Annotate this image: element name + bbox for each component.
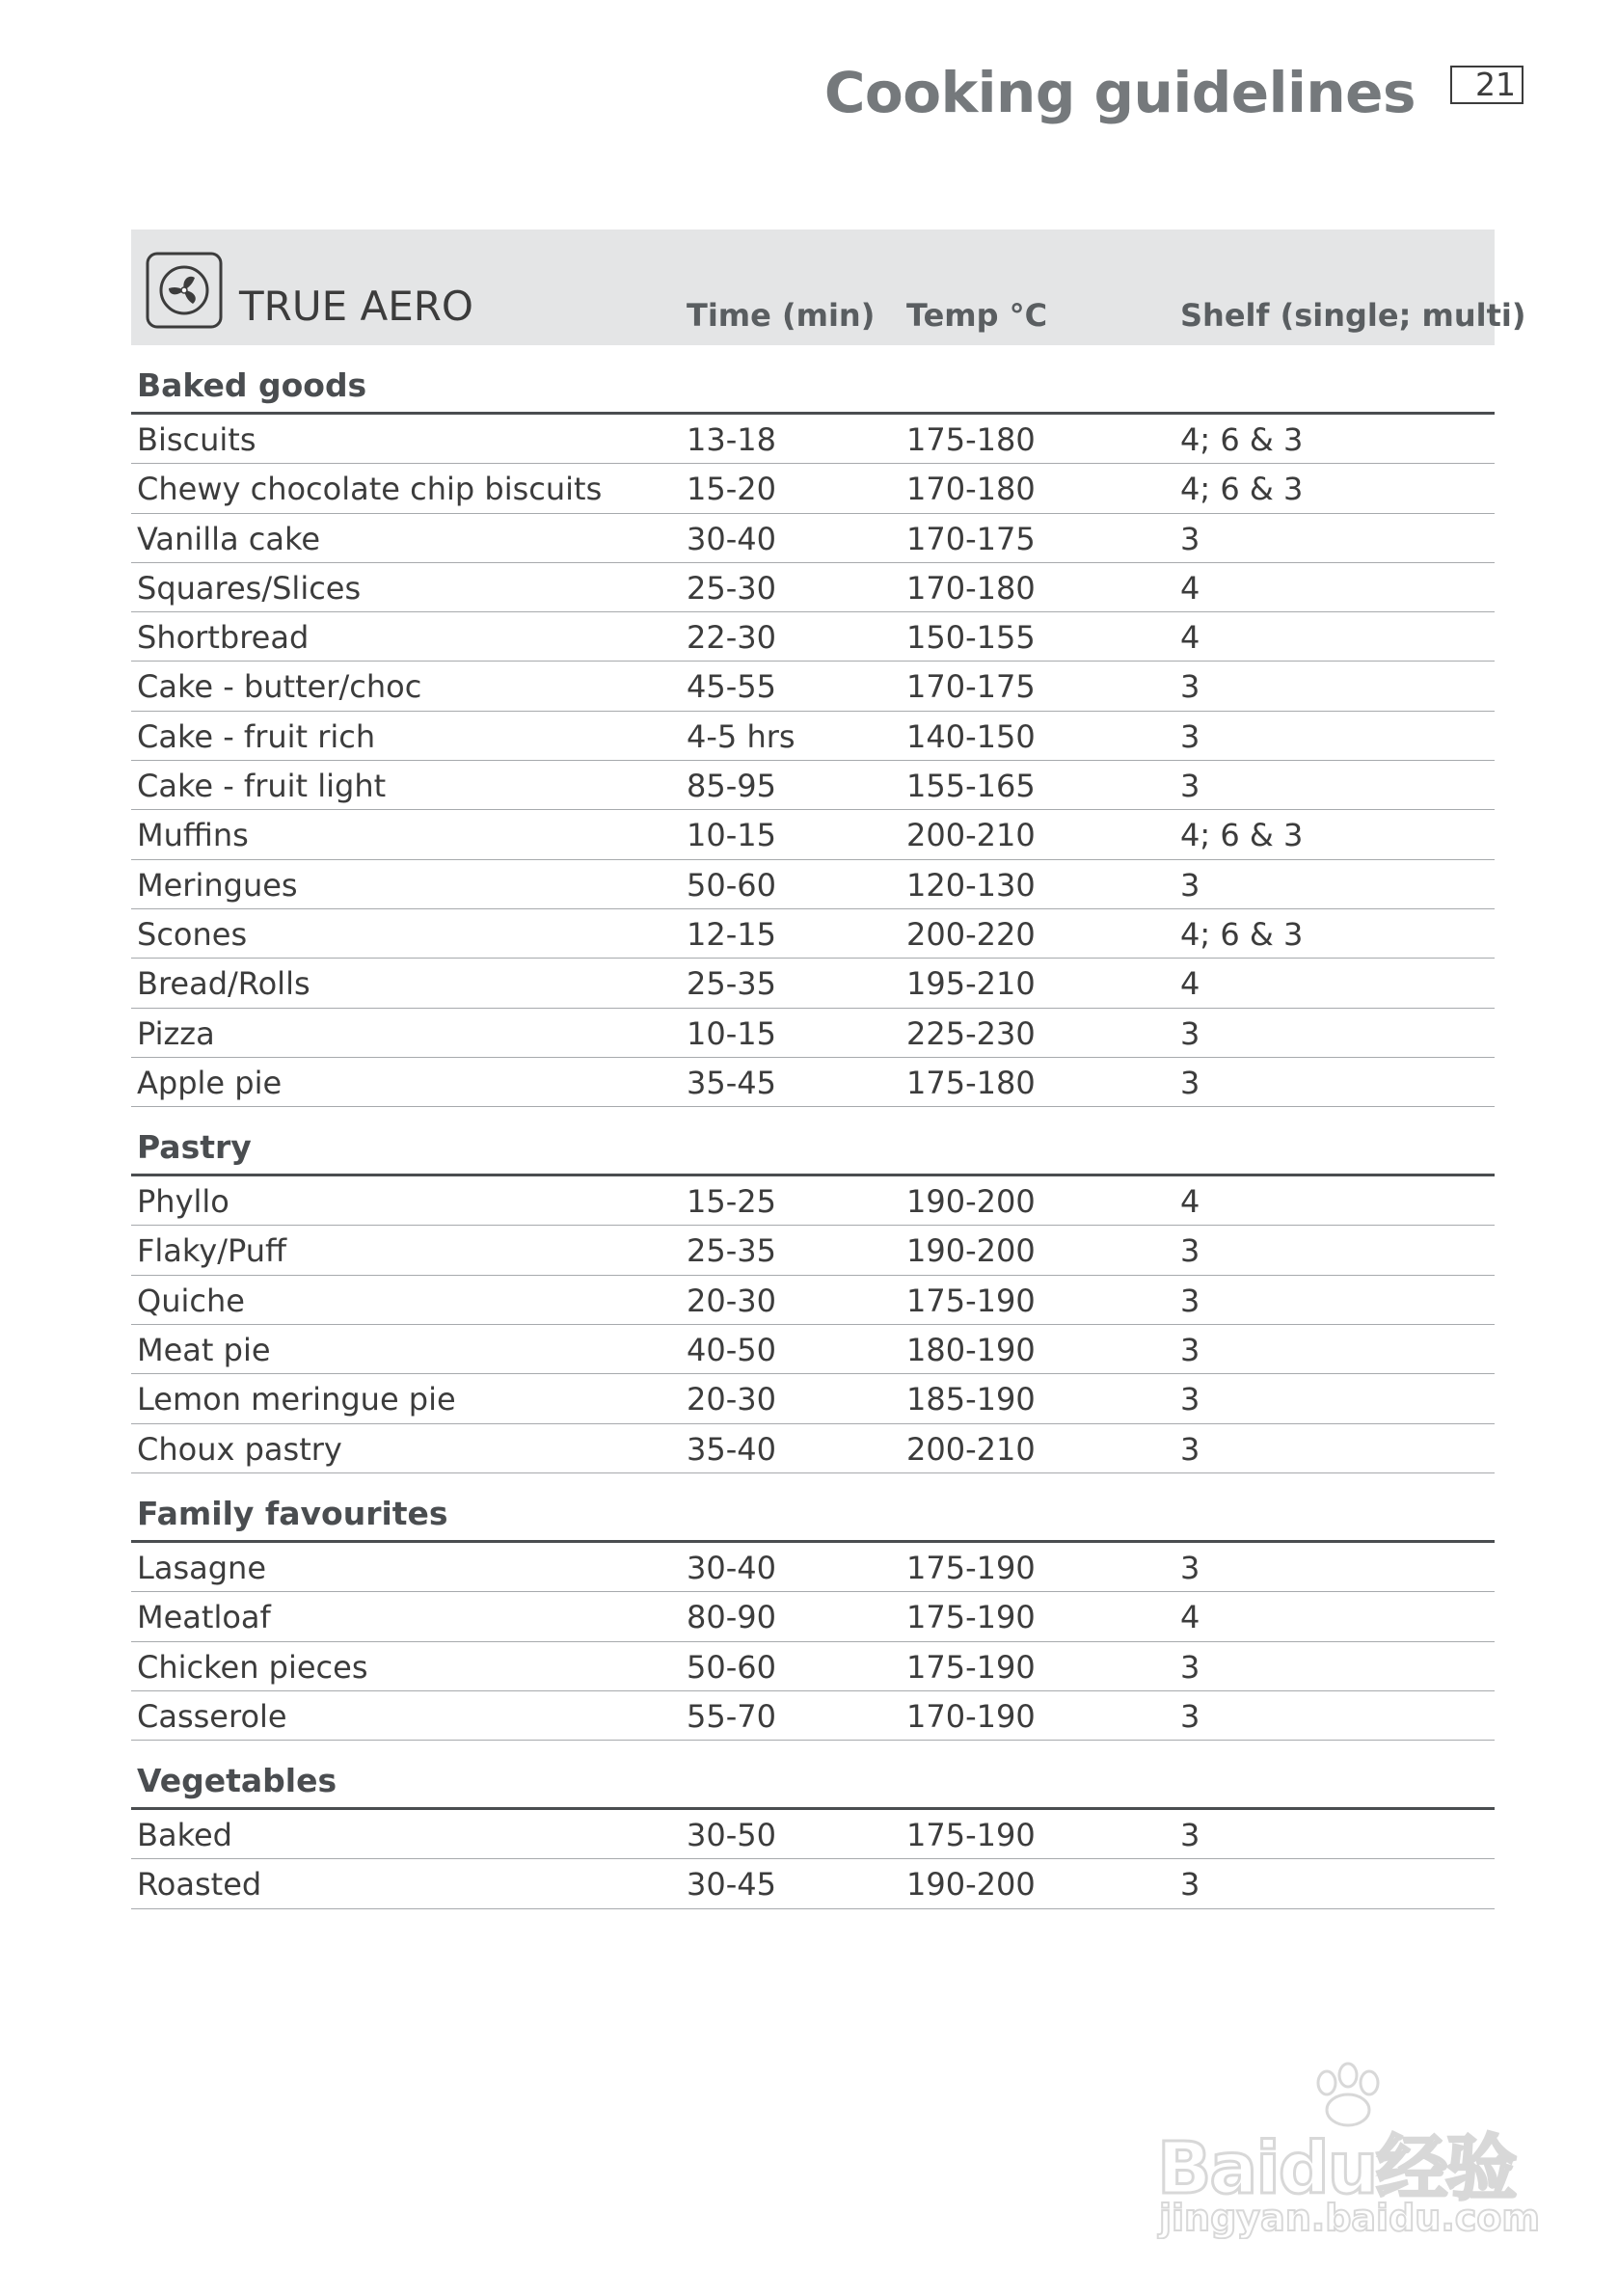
cell-time: 10-15: [687, 1014, 776, 1052]
cell-shelf: 4; 6 & 3: [1180, 817, 1304, 854]
column-header-temp: Temp °C: [906, 297, 1048, 334]
cell-time: 30-40: [687, 520, 776, 557]
cell-temp: 190-200: [906, 1866, 1036, 1904]
table-row: [131, 712, 1495, 761]
cell-food: Baked: [137, 1817, 232, 1854]
cell-food: Cake - butter/choc: [137, 668, 422, 706]
cell-temp: 140-150: [906, 717, 1036, 755]
cell-time: 10-15: [687, 817, 776, 854]
cell-temp: 150-155: [906, 619, 1036, 657]
mode-label: TRUE AERO: [239, 283, 473, 330]
section: [131, 1473, 1495, 1741]
cell-shelf: 4; 6 & 3: [1180, 915, 1304, 953]
cell-shelf: 4: [1180, 619, 1200, 657]
table-row: [131, 1176, 1495, 1226]
section-title: Family favourites: [137, 1494, 448, 1532]
cell-food: Muffins: [137, 817, 249, 854]
section: [131, 1107, 1495, 1473]
cell-temp: 190-200: [906, 1232, 1036, 1270]
cell-shelf: 3: [1180, 1381, 1200, 1418]
cell-food: Scones: [137, 915, 248, 953]
cell-temp: 170-175: [906, 668, 1036, 706]
table-row: [131, 1226, 1495, 1275]
cell-temp: 170-180: [906, 471, 1036, 508]
cell-shelf: 3: [1180, 1648, 1200, 1686]
cell-shelf: 3: [1180, 717, 1200, 755]
cell-food: Casserole: [137, 1697, 287, 1735]
table-row: [131, 1810, 1495, 1859]
cell-food: Flaky/Puff: [137, 1232, 287, 1270]
cell-food: Vanilla cake: [137, 520, 321, 557]
table-row: [131, 1374, 1495, 1423]
watermark-url: jingyan.baidu.com: [1159, 2197, 1540, 2239]
cell-temp: 170-175: [906, 520, 1036, 557]
cell-temp: 175-190: [906, 1599, 1036, 1636]
cell-food: Lemon meringue pie: [137, 1381, 456, 1418]
cell-temp: 185-190: [906, 1381, 1036, 1418]
cell-food: Apple pie: [137, 1064, 283, 1101]
cell-temp: 170-180: [906, 569, 1036, 607]
cell-time: 25-35: [687, 965, 776, 1003]
table-row: [131, 1325, 1495, 1374]
cell-time: 50-60: [687, 866, 776, 904]
page-header: [0, 56, 1618, 133]
table-row: [131, 464, 1495, 513]
table-row: [131, 1058, 1495, 1107]
cell-food: Squares/Slices: [137, 569, 362, 607]
table-row: [131, 959, 1495, 1008]
cell-food: Chewy chocolate chip biscuits: [137, 471, 603, 508]
cell-temp: 175-190: [906, 1648, 1036, 1686]
cell-temp: 200-210: [906, 817, 1036, 854]
cell-temp: 175-190: [906, 1282, 1036, 1319]
section-title: Baked goods: [137, 366, 367, 404]
watermark-logo: Baidu经验: [1157, 2127, 1516, 2210]
table-row: [131, 810, 1495, 859]
cell-shelf: 3: [1180, 1549, 1200, 1586]
cell-time: 30-50: [687, 1817, 776, 1854]
cell-food: Choux pastry: [137, 1430, 342, 1468]
cell-food: Quiche: [137, 1282, 245, 1319]
table-row: [131, 761, 1495, 810]
table-header: [131, 230, 1526, 345]
page-number: 21: [1450, 66, 1524, 104]
cell-food: Pizza: [137, 1014, 215, 1052]
cell-shelf: 3: [1180, 1430, 1200, 1468]
column-header-time: Time (min): [687, 297, 876, 334]
cell-time: 55-70: [687, 1697, 776, 1735]
table-row: [131, 662, 1495, 711]
cell-food: Lasagne: [137, 1549, 266, 1586]
cell-time: 40-50: [687, 1332, 776, 1369]
section-title: Pastry: [137, 1128, 252, 1167]
table-row: [131, 1543, 1495, 1592]
cell-temp: 175-190: [906, 1817, 1036, 1854]
cell-food: Biscuits: [137, 421, 256, 458]
cell-time: 30-45: [687, 1866, 776, 1904]
cell-shelf: 3: [1180, 1232, 1200, 1270]
section-heading: [131, 1473, 1495, 1543]
table-row: [131, 860, 1495, 909]
cell-food: Meat pie: [137, 1332, 271, 1369]
cell-time: 25-30: [687, 569, 776, 607]
table-row: [131, 612, 1495, 662]
cell-shelf: 4: [1180, 1599, 1200, 1636]
fan-icon: [145, 251, 224, 330]
cell-time: 15-20: [687, 471, 776, 508]
table-row: [131, 514, 1495, 563]
cell-time: 22-30: [687, 619, 776, 657]
cooking-table: [131, 230, 1526, 1909]
cell-shelf: 3: [1180, 1064, 1200, 1101]
section: [131, 1741, 1495, 1909]
table-row: [131, 1642, 1495, 1691]
cell-food: Cake - fruit rich: [137, 717, 376, 755]
table-row: [131, 1592, 1495, 1641]
cell-temp: 175-180: [906, 421, 1036, 458]
cell-shelf: 4: [1180, 965, 1200, 1003]
cell-food: Cake - fruit light: [137, 768, 387, 805]
cell-shelf: 3: [1180, 668, 1200, 706]
cell-shelf: 3: [1180, 1014, 1200, 1052]
cell-time: 50-60: [687, 1648, 776, 1686]
table-row: [131, 415, 1495, 464]
cell-food: Meringues: [137, 866, 298, 904]
cell-shelf: 4; 6 & 3: [1180, 421, 1304, 458]
cell-time: 80-90: [687, 1599, 776, 1636]
cell-shelf: 3: [1180, 866, 1200, 904]
cell-time: 20-30: [687, 1282, 776, 1319]
section-heading: [131, 1741, 1495, 1810]
table-row: [131, 1009, 1495, 1058]
cell-time: 4-5 hrs: [687, 717, 796, 755]
cell-shelf: 3: [1180, 520, 1200, 557]
cell-shelf: 3: [1180, 1282, 1200, 1319]
cell-time: 15-25: [687, 1183, 776, 1221]
cell-shelf: 3: [1180, 1866, 1200, 1904]
section-title: Vegetables: [137, 1762, 337, 1800]
cell-temp: 170-190: [906, 1697, 1036, 1735]
cell-food: Roasted: [137, 1866, 262, 1904]
page-title: Cooking guidelines: [823, 60, 1416, 125]
cell-shelf: 4: [1180, 569, 1200, 607]
cell-temp: 190-200: [906, 1183, 1036, 1221]
column-header-shelf: Shelf (single; multi): [1180, 297, 1526, 334]
cell-food: Meatloaf: [137, 1599, 271, 1636]
cell-time: 12-15: [687, 915, 776, 953]
cell-temp: 200-220: [906, 915, 1036, 953]
cell-shelf: 3: [1180, 1817, 1200, 1854]
cell-time: 20-30: [687, 1381, 776, 1418]
cell-shelf: 4; 6 & 3: [1180, 471, 1304, 508]
table-row: [131, 563, 1495, 612]
cell-time: 35-40: [687, 1430, 776, 1468]
cell-food: Shortbread: [137, 619, 310, 657]
cell-temp: 120-130: [906, 866, 1036, 904]
cell-temp: 200-210: [906, 1430, 1036, 1468]
table-row: [131, 1276, 1495, 1325]
cell-shelf: 3: [1180, 1697, 1200, 1735]
cell-shelf: 3: [1180, 1332, 1200, 1369]
cell-temp: 175-190: [906, 1549, 1036, 1586]
cell-food: Phyllo: [137, 1183, 229, 1221]
table-body: [131, 345, 1495, 1909]
cell-time: 45-55: [687, 668, 776, 706]
cell-time: 25-35: [687, 1232, 776, 1270]
table-row: [131, 1859, 1495, 1908]
cell-temp: 225-230: [906, 1014, 1036, 1052]
cell-temp: 195-210: [906, 965, 1036, 1003]
cell-food: Bread/Rolls: [137, 965, 310, 1003]
baidu-watermark: [1147, 2062, 1540, 2255]
section-heading: [131, 1107, 1495, 1176]
cell-time: 13-18: [687, 421, 776, 458]
cell-food: Chicken pieces: [137, 1648, 368, 1686]
cell-time: 85-95: [687, 768, 776, 805]
mode-heading: [145, 251, 473, 330]
section: [131, 345, 1495, 1107]
cell-temp: 175-180: [906, 1064, 1036, 1101]
section-heading: [131, 345, 1495, 415]
table-row: [131, 1424, 1495, 1473]
cell-temp: 180-190: [906, 1332, 1036, 1369]
cell-temp: 155-165: [906, 768, 1036, 805]
cell-shelf: 4: [1180, 1183, 1200, 1221]
cell-shelf: 3: [1180, 768, 1200, 805]
cell-time: 30-40: [687, 1549, 776, 1586]
table-row: [131, 909, 1495, 959]
table-row: [131, 1691, 1495, 1741]
cell-time: 35-45: [687, 1064, 776, 1101]
